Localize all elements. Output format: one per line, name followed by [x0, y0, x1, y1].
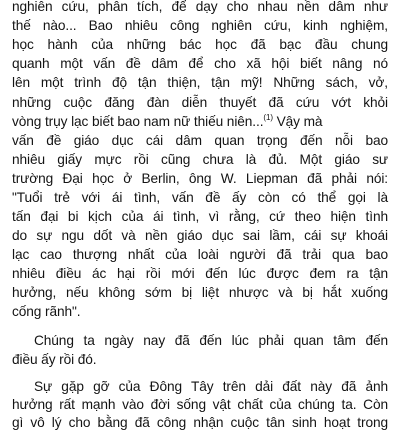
text-line: vấn đề giáo dục cái dâm quan trọng đến nỗi bao — [12, 133, 388, 148]
quote-line: hưởng, nếu không sớm bị liệt nhược và bị hắt xuống — [12, 285, 388, 300]
text-line: nhiêu giấy mực rồi cũng chưa là đủ. Một giáo sư — [12, 152, 388, 167]
text-line: lên một trình độ tận thiện, tận mỹ! Những sách, vở, — [12, 75, 388, 90]
text-line: gì vô lý cho bằng đã công nhận cuộc tân sinh hoạt trong — [12, 415, 388, 430]
text-line: trường Đại học ở Berlin, ông W. Liepman đã phải nói: — [12, 171, 388, 186]
text-line: học hành của những bác học đã bạc đầu chung — [12, 37, 388, 52]
text-line: điều ấy rồi đó. — [12, 352, 97, 367]
text-segment: Vậy mà — [272, 114, 323, 129]
text-line — [12, 112, 388, 131]
quote-line: lạc cao thượng nhất của loài người đã trải qua bao — [12, 247, 388, 262]
text-line: quanh một vấn đề dâm để cho xã hội biết nâng nó — [12, 56, 388, 71]
text-line: nghiên cứu, phân tích, để dạy cho nhau nền dâm như — [12, 0, 388, 14]
quote-line: nhiêu điều ác hại rồi mới đến lúc được đem ra tận — [12, 266, 388, 281]
footnote-marker: (1) — [263, 113, 273, 122]
text-segment: vòng trụy lạc biết bao nam nữ thiếu niên... — [12, 114, 264, 129]
quote-line: "Tuổi trẻ với ái tình, vấn đề ấy còn có thể gọi là — [12, 190, 388, 205]
text-line: hưởng rất mạnh vào đời sống vật chất của chúng ta. Còn — [12, 397, 388, 412]
paragraph-first-line: Chúng ta ngày nay đã đến lúc phải quan tâm đến — [34, 333, 388, 348]
text-line: thế nào... Bao nhiêu công nghiên cứu, kinh nghiệm, — [12, 18, 388, 33]
paragraph-first-line: Sự gặp gỡ của Đông Tây trên dải đất này đã ảnh — [34, 379, 388, 394]
text-line: những cuộc đăng đàn diễn thuyết đã cứu vớt khỏi — [12, 95, 388, 110]
quote-line: cống rãnh". — [12, 304, 81, 319]
quote-line: tấn đại bi kịch của ái tình, vì rằng, cứ theo hiện tình — [12, 209, 388, 224]
quote-line: do sự ngu dốt và nền giáo dục sai lầm, cái sự khoái — [12, 228, 388, 243]
